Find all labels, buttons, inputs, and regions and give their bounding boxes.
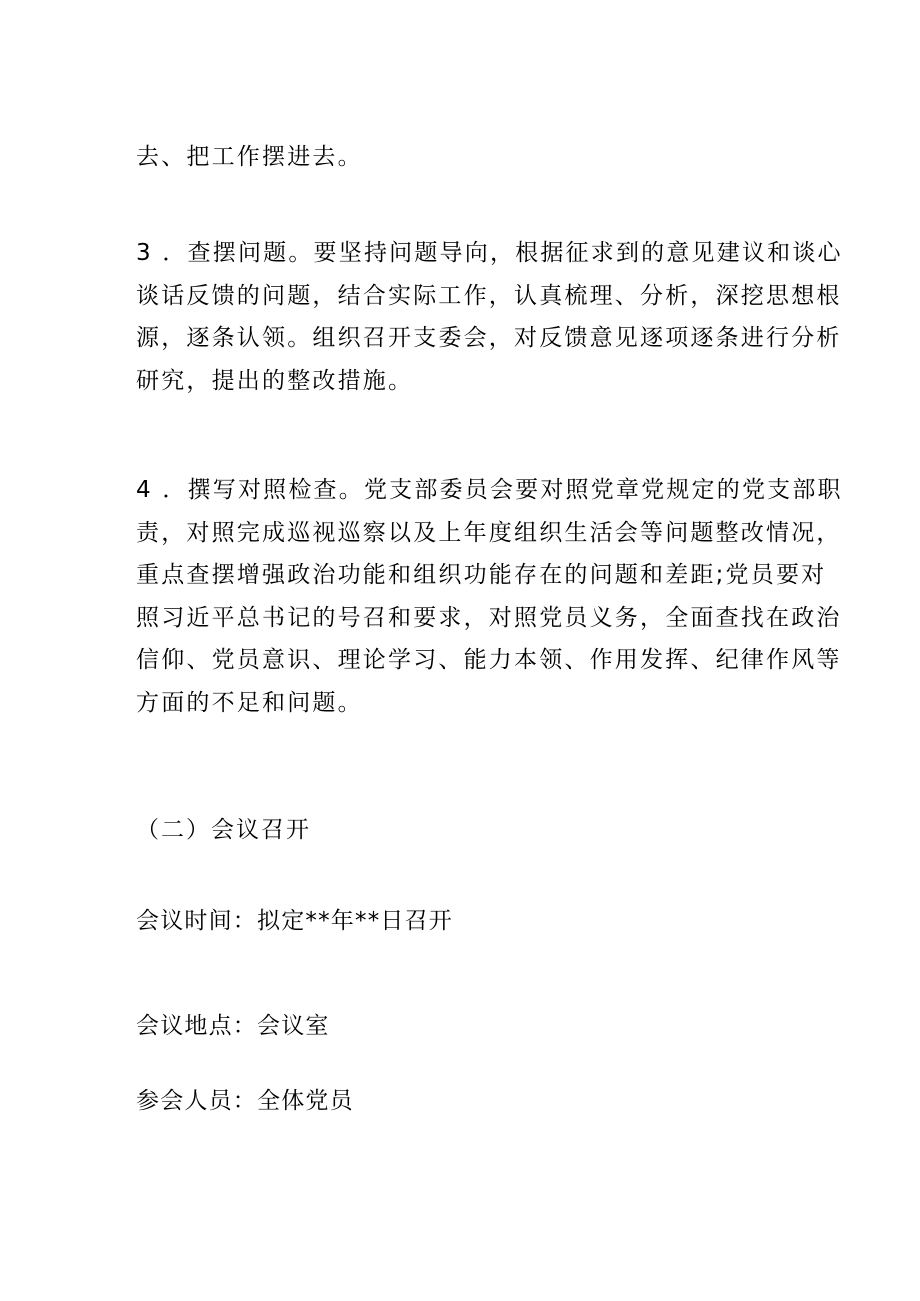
paragraph-line: 重点查摆增强政治功能和组织功能存在的问题和差距;党员要对: [136, 562, 827, 588]
attendees: 参会人员：全体党员: [136, 1088, 354, 1114]
meeting-time: 会议时间：拟定**年**日召开: [136, 908, 453, 934]
section-heading: （二）会议召开: [136, 817, 311, 843]
paragraph-line: 方面的不足和问题。: [136, 689, 363, 716]
paragraph-line: 源，逐条认领。组织召开支委会，对反馈意见逐项逐条进行分析: [136, 325, 842, 351]
paragraph-item-4: [136, 469, 843, 724]
paragraph-line: 责，对照完成巡视巡察以及上年度组织生活会等问题整改情况，: [136, 519, 842, 546]
paragraph-line: 信仰、党员意识、理论学习、能力本领、作用发挥、纪律作风等: [136, 647, 842, 673]
paragraph-line: 去、把工作摆进去。: [136, 144, 363, 170]
paragraph-continuation: [136, 136, 790, 179]
paragraph-line: 研究，提出的整改措施。: [136, 367, 414, 394]
paragraph-line: 3 ．查摆问题。要坚持问题导向，根据征求到的意见建议和谈心: [136, 240, 843, 266]
meeting-place: 会议地点：会议室: [136, 1013, 330, 1039]
paragraph-line: 照习近平总书记的号召和要求，对照党员义务，全面查找在政治: [136, 604, 842, 631]
paragraph-item-3: [136, 232, 843, 402]
paragraph-line: 谈话反馈的问题，结合实际工作，认真梳理、分析，深挖思想根: [136, 282, 842, 309]
paragraph-line: 4 ．撰写对照检查。党支部委员会要对照党章党规定的党支部职: [136, 477, 843, 503]
